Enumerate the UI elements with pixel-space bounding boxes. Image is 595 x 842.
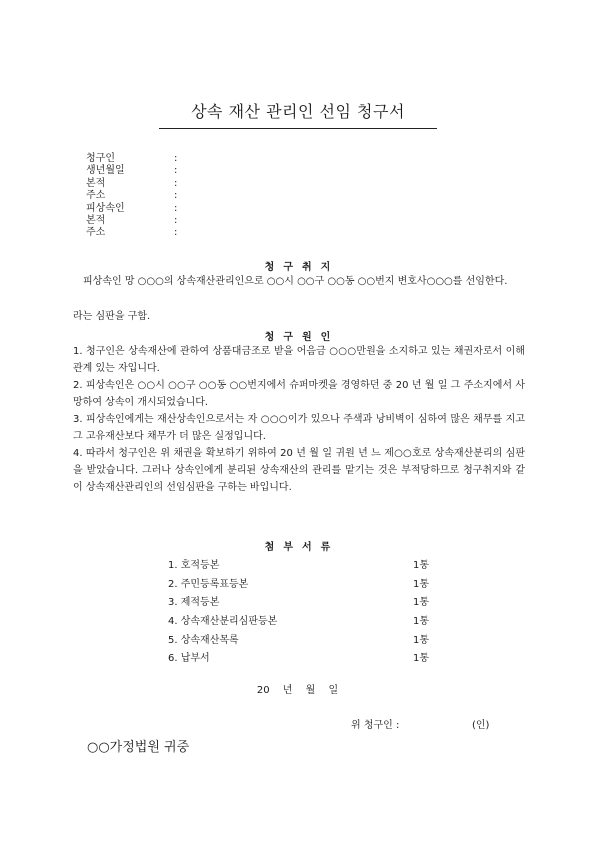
party-label: 주소	[86, 227, 106, 239]
party-colon: :	[174, 153, 178, 164]
attachment-qty: 1통	[413, 616, 430, 628]
party-label: 본적	[86, 214, 106, 226]
party-row-decedent	[86, 203, 177, 215]
purpose-closing: 라는 심판을 구함.	[73, 311, 151, 322]
party-row-decedent-registry	[86, 215, 177, 227]
attachment-item	[168, 576, 430, 595]
attachment-item	[168, 557, 430, 576]
attachment-qty: 1통	[413, 560, 430, 571]
attachment-item	[168, 594, 430, 613]
attachment-name: 3. 제적등본	[168, 597, 220, 609]
purpose-heading: 청구취지	[264, 262, 340, 273]
purpose-text: 피상속인 망 ○○○의 상속재산관리인으로 ○○시 ○○구 ○○동 ○○번지 변호사○○○를 선임한다.	[83, 276, 508, 287]
party-colon: :	[174, 227, 178, 239]
title-underline	[159, 128, 437, 129]
filing-date: 20 년 월 일	[256, 685, 339, 696]
attachment-item	[168, 632, 430, 651]
cause-heading: 청구원인	[264, 332, 340, 343]
party-label: 주소	[86, 190, 106, 202]
attachment-item	[168, 613, 430, 632]
party-label: 본적	[86, 177, 106, 189]
cause-item-3: 3. 피상속인에게는 재산상속인으로서는 자 ○○○이가 있으나 주색과 낭비벽이 심하여 많은 채무를 지고 그 고유재산보다 채무가 더 많은 실정입니다.	[73, 414, 525, 442]
signer-line	[351, 716, 490, 731]
party-colon: :	[174, 190, 178, 202]
attachments-list	[168, 557, 430, 669]
party-row-registry	[86, 178, 177, 190]
attachment-qty: 1통	[413, 578, 430, 590]
party-label: 피상속인	[86, 202, 125, 214]
attachment-qty: 1통	[413, 597, 430, 609]
party-colon: :	[174, 165, 178, 177]
party-row-address	[86, 190, 177, 202]
party-row-claimant	[86, 153, 177, 165]
cause-item-2: 2. 피상속인은 ○○시 ○○구 ○○동 ○○번지에서 슈퍼마켓을 경영하던 중 20 년 월 일 그 주소지에서 사망하여 상속이 개시되었습니다.	[73, 380, 525, 408]
cause-item-4: 4. 따라서 청구인은 위 채권을 확보하기 위하여 20 년 월 일 귀원 년 느 제○○호로 상속재산분리의 심판을 받았습니다. 그러나 상속인에게 분리된 상속재산의 관리를 맡기는 것은 부적당하므로 청구취지와 같이 상속재산관리인의 선임심판을 구하는 바입니다.	[73, 448, 525, 493]
attachments-heading: 첨부서류	[264, 542, 340, 553]
document-title: 상속 재산 관리인 선임 청구서	[191, 102, 405, 121]
party-info-block	[86, 153, 177, 240]
court-addressee: ○○가정법원 귀중	[87, 740, 190, 755]
attachment-name: 2. 주민등록표등본	[168, 578, 249, 590]
attachment-item	[168, 650, 430, 669]
party-label: 청구인	[86, 153, 115, 164]
attachment-name: 5. 상속재산목록	[168, 634, 239, 646]
party-colon: :	[174, 177, 178, 189]
attachment-qty: 1통	[413, 634, 430, 646]
seal-mark: (인)	[472, 720, 490, 731]
attachment-qty: 1통	[413, 653, 430, 665]
cause-item-1: 1. 청구인은 상속재산에 관하여 상품대금조로 받을 어음금 ○○○만원을 소지하고 있는 채권자로서 이해관계 있는 자입니다.	[73, 346, 525, 374]
party-colon: :	[174, 202, 178, 214]
party-label: 생년월일	[86, 165, 125, 177]
signer-label: 위 청구인 :	[351, 720, 400, 731]
party-colon: :	[174, 214, 178, 226]
attachment-name: 4. 상속재산분리심판등본	[168, 616, 278, 628]
attachment-name: 1. 호적등본	[168, 560, 220, 571]
party-row-decedent-address	[86, 227, 177, 239]
attachment-name: 6. 납부서	[168, 653, 210, 665]
party-row-birthdate	[86, 165, 177, 177]
